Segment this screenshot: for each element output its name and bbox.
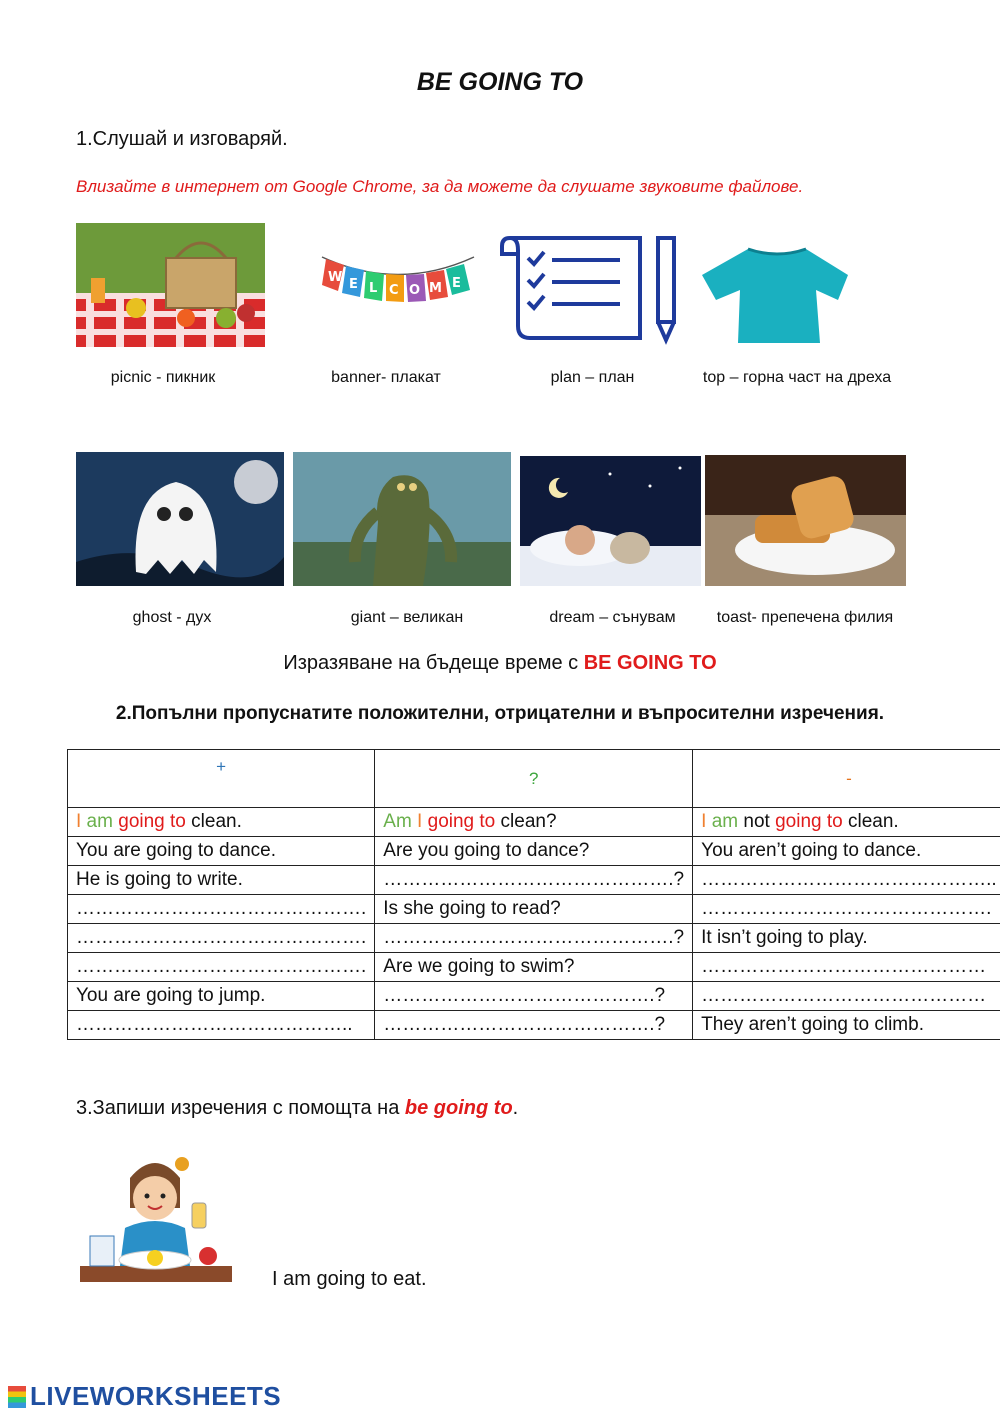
blank-negative[interactable]: ………………………………………. [693,895,1000,924]
header-negative: - [693,750,1000,808]
logo-icon [8,1386,26,1408]
table-row [68,953,1000,982]
browser-note: Влизайте в интернет от Google Chrome, за да можете да слушате звуковите файлове. [76,177,804,196]
table-row [68,1011,1000,1040]
checklist-plan-icon [500,230,685,350]
svg-text:M: M [429,281,442,296]
caption-top: top – горна част на дреха [702,369,892,386]
cell-question: Are you going to dance? [375,837,693,866]
teal-top-image [698,245,856,345]
blank-question[interactable]: ……………………………………….? [375,866,693,895]
blank-positive[interactable]: ………………………………………. [68,953,375,982]
header-question: ? [375,750,693,808]
blank-negative[interactable]: ……………………………………….. [693,866,1000,895]
svg-text:E: E [452,276,461,291]
caption-ghost: ghost - дух [132,609,212,626]
cell-positive: You are going to dance. [68,837,375,866]
svg-text:E: E [349,277,358,292]
svg-text:L: L [369,281,378,296]
svg-text:W: W [328,270,343,285]
girl-eating-image [80,1148,232,1284]
caption-plan: plan – план [550,369,635,386]
sentences-table [67,749,1000,1040]
cell-negative: It isn’t going to play. [693,924,1000,953]
cell-negative: You aren’t going to dance. [693,837,1000,866]
blank-negative[interactable]: ……………………………………… [693,953,1000,982]
toast-image [705,455,906,586]
section1-heading: 1.Слушай и изговаряй. [76,128,288,150]
blank-question[interactable]: …………………………………….? [375,1011,693,1040]
svg-text:O: O [409,283,421,298]
header-positive: + [68,750,375,808]
subtitle-text: Изразяване на бъдеще време с [283,652,584,674]
liveworksheets-logo: LIVEWORKSHEETS [8,1381,281,1412]
caption-picnic: picnic - пикник [110,369,216,386]
blank-positive[interactable]: …………………………………….. [68,1011,375,1040]
caption-dream: dream – сънувам [549,609,676,626]
table-row [68,982,1000,1011]
blank-question[interactable]: ……………………………………….? [375,924,693,953]
subtitle [0,652,1000,675]
ghost-image [76,452,284,586]
svg-text:C: C [389,283,399,298]
cell-positive: You are going to jump. [68,982,375,1011]
picnic-image [76,223,265,347]
subtitle-highlight: BE GOING TO [583,652,717,674]
table-row [68,895,1000,924]
blank-question[interactable]: …………………………………….? [375,982,693,1011]
blank-positive[interactable]: ………………………………………. [68,895,375,924]
cell-negative: They aren’t going to climb. [693,1011,1000,1040]
section2-heading: 2.Попълни пропуснатите положителни, отрицателни и въпросителни изречения. [115,703,885,724]
example-question: Am I going to clean? [375,808,693,837]
cell-question: Are we going to swim? [375,953,693,982]
sleeping-child-image [520,456,701,586]
table-row-example [68,808,1000,837]
table-header-row [68,750,1000,808]
section3-highlight: be going to [404,1097,513,1119]
answer-sentence: I am going to eat. [272,1268,427,1290]
table-row [68,866,1000,895]
blank-negative[interactable]: ……………………………………… [693,982,1000,1011]
caption-banner: banner- плакат [331,369,441,386]
caption-toast: toast- препечена филия [716,609,894,626]
example-negative: I am not going to clean. [693,808,1000,837]
giant-image [293,452,511,586]
banner-image [318,237,478,325]
cell-positive: He is going to write. [68,866,375,895]
page-title: BE GOING TO [416,68,584,96]
example-positive: I am going to clean. [68,808,375,837]
section3-heading: 3.Запиши изречения с помощта на be going to. [76,1097,519,1119]
blank-positive[interactable]: ………………………………………. [68,924,375,953]
cell-question: Is she going to read? [375,895,693,924]
caption-giant: giant – великан [350,609,464,626]
table-row [68,837,1000,866]
table-row [68,924,1000,953]
